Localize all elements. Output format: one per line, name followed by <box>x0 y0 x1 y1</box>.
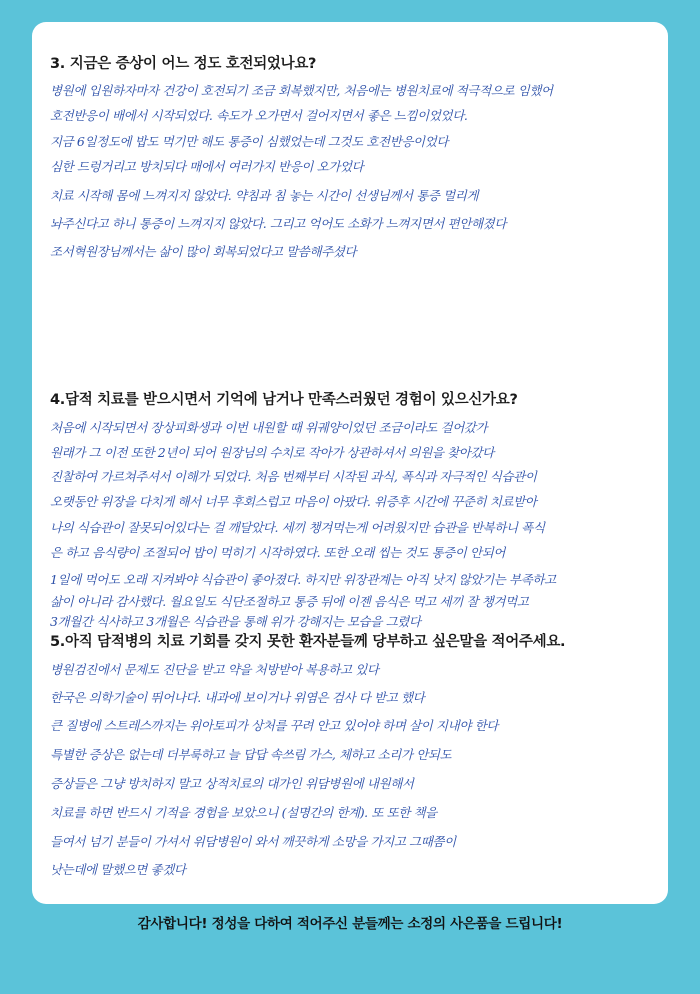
answer-3-line-4: 심한 드렁거리고 방치되다 매에서 여러가지 반응이 오가었다 <box>50 159 364 174</box>
answer-3-line-6: 놔주신다고 하니 통증이 느껴지지 않았다. 그리고 억어도 소화가 느껴지면서 편안해졌다 <box>50 216 507 231</box>
bleed-through-decoration <box>360 30 374 76</box>
answer-3-line-3: 지금 6일정도에 밥도 먹기만 해도 통증이 심했었는데 그것도 호전반응이었다 <box>50 134 449 149</box>
answer-5-line-8: 낫는데에 말했으면 좋겠다 <box>50 862 186 877</box>
answer-3-line-5: 치료 시작해 몸에 느껴지지 않았다. 약침과 침 놓는 시간이 선생님께서 통증 멀리게 <box>50 188 479 203</box>
answer-4-line-8: 삶이 아니라 감사했다. 월요일도 식단조절하고 통증 뒤에 이젠 음식은 먹고 세끼 잘 챙겨먹고 <box>50 594 529 609</box>
answer-4-line-5: 나의 식습관이 잘못되어있다는 걸 깨달았다. 세끼 챙겨먹는게 어려웠지만 습관을 반복하니 폭식 <box>50 520 545 535</box>
answer-5-line-1: 병원검진에서 문제도 진단을 받고 약을 처방받아 복용하고 있다 <box>50 662 379 677</box>
answer-3-line-7: 조서혁원장님께서는 삶이 많이 회복되었다고 말씀해주셨다 <box>50 244 357 259</box>
answer-4-line-3: 진찰하여 가르쳐주셔서 이해가 되었다. 처음 번째부터 시작된 과식, 폭식과 자극적인 식습관이 <box>50 469 537 484</box>
footer-thanks: 감사합니다! 정성을 다하여 적어주신 분들께는 소정의 사은품을 드립니다! <box>137 916 563 932</box>
answer-5-line-4: 특별한 증상은 없는데 더부룩하고 늘 답답 속쓰림 가스, 체하고 소리가 안되도 <box>50 747 452 762</box>
answer-4-line-9: 3개월간 식사하고 3개월은 식습관을 통해 위가 강해지는 모습을 그렸다 <box>50 614 421 629</box>
answer-4-line-2: 원래가 그 이전 또한 2년이 되어 원장님의 수치로 작아가 상관하셔서 의원을 찾아갔다 <box>50 445 494 460</box>
question-4: 4.담적 치료를 받으시면서 기억에 남거나 만족스러웠던 경험이 있으신가요? <box>50 392 518 408</box>
answer-3-line-2: 호전반응이 배에서 시작되었다. 속도가 오가면서 걸어지면서 좋은 느낌이었었다. <box>50 108 468 123</box>
question-3: 3. 지금은 증상이 어느 정도 호전되었나요? <box>50 56 317 72</box>
answer-3-line-1: 병원에 입원하자마자 건강이 호전되기 조금 회복했지만, 처음에는 병원치료에 적극적으로 임했어 <box>50 83 553 98</box>
answer-5-line-2: 한국은 의학기술이 뛰어나다. 내과에 보이거나 위염은 검사 다 받고 했다 <box>50 690 425 705</box>
answer-5-line-3: 큰 질병에 스트레스까지는 위아토피가 상처를 꾸려 안고 있어야 하며 살이 지내야 한다 <box>50 718 498 733</box>
survey-sheet <box>32 22 668 904</box>
question-5: 5.아직 담적병의 치료 기회를 갖지 못한 환자분들께 당부하고 싶은말을 적어주세요. <box>50 634 566 650</box>
answer-5-line-5: 증상들은 그냥 방치하지 말고 상적치료의 대가인 위담병원에 내원해서 <box>50 776 414 791</box>
answer-5-line-6: 치료를 하면 반드시 기적을 경험을 보았으니 (설명간의 한계). 또 또한 책을 <box>50 805 437 820</box>
answer-4-line-7: 1일에 먹어도 오래 지켜봐야 식습관이 좋아졌다. 하지만 위장관계는 아직 낫지 않았기는 부족하고 <box>50 572 556 587</box>
answer-4-line-4: 오랫동안 위장을 다치게 해서 너무 후회스럽고 마음이 아팠다. 위증후 시간에 꾸준히 치료받아 <box>50 494 537 509</box>
answer-4-line-1: 처음에 시작되면서 장상피화생과 이번 내원할 때 위궤양이었던 조금이라도 걸어갔가 <box>50 420 488 435</box>
answer-5-line-7: 들여서 넘기 분들이 가셔서 위담병원이 와서 깨끗하게 소망을 가지고 그때쯤이 <box>50 834 456 849</box>
answer-4-line-6: 은 하고 음식량이 조절되어 밥이 먹히기 시작하였다. 또한 오래 씹는 것도 통증이 안되어 <box>50 545 506 560</box>
